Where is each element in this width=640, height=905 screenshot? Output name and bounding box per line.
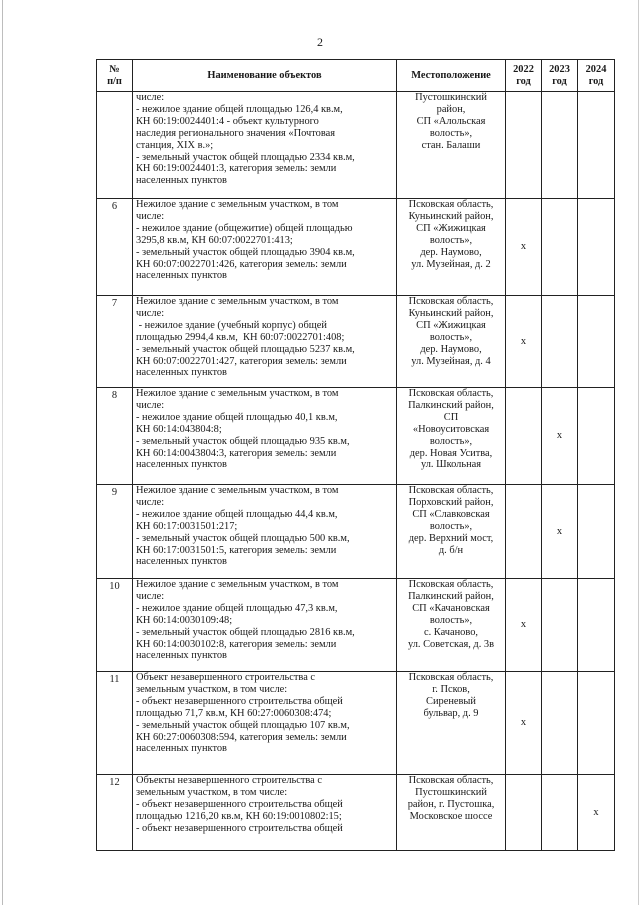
mark-2024 [578, 92, 615, 199]
table-row [97, 296, 615, 388]
object-name-line: КН 60:14:0030102:8, категория земель: земли [136, 638, 337, 650]
object-name-cell [133, 579, 397, 672]
mark-2023: x [542, 388, 578, 485]
object-name-line: - земельный участок общей площадью 2334 кв.м, [136, 151, 355, 163]
location-line: стан. Балаши [421, 139, 481, 151]
object-name-line: Объекты незавершенного строительства с [136, 775, 322, 786]
location-line: ул. Музейная, д. 2 [411, 258, 491, 270]
object-name-line: КН 60:14:043804:8; [136, 423, 222, 435]
location-line: волость», [429, 331, 473, 343]
object-name-line: числе: [136, 307, 165, 319]
object-name-line: площадью 71,7 кв.м, КН 60:27:0060308:474; [136, 707, 332, 719]
location-line: Московское шоссе [409, 810, 493, 822]
object-name-line: - нежилое здание общей площадью 40,1 кв.м, [136, 411, 338, 423]
location-line: волость», [429, 520, 473, 532]
row-number: 9 [97, 485, 133, 579]
row-number: 11 [97, 672, 133, 775]
location-line: СП [443, 411, 459, 423]
location-line: ул. Школьная [420, 459, 482, 471]
location-line: Палкинский район, [408, 399, 494, 411]
location-line: Псковская область, [408, 579, 494, 590]
mark-2022 [506, 485, 542, 579]
mark-2022: x [506, 199, 542, 296]
location-line: Куньинский район, [408, 307, 494, 319]
location-line: Палкинский район, [408, 590, 494, 602]
location-line: район, [436, 103, 466, 115]
location-line: д. б/н [438, 544, 464, 556]
object-name-line: - земельный участок общей площадью 500 кв.м, [136, 532, 350, 544]
object-name-line: населенных пунктов [136, 367, 227, 379]
object-name-line: КН 60:27:0060308:594, категория земель: земли [136, 731, 347, 743]
object-name-line: КН 60:07:0022701:427, категория земель: земли [136, 355, 347, 367]
location-line: бульвар, д. 9 [423, 707, 479, 719]
table-row [97, 579, 615, 672]
scan-right-edge [638, 0, 639, 905]
location-line: Пустошкинский [415, 786, 487, 798]
mark-2024 [578, 296, 615, 388]
location-line: СП «Алольская [416, 115, 486, 127]
header-location: Местоположение [397, 60, 506, 92]
object-name-line: - объект незавершенного строительства общей [136, 822, 343, 834]
object-name-line: населенных пунктов [136, 743, 227, 755]
location-line: СП «Качановская [412, 602, 490, 614]
mark-2023 [542, 199, 578, 296]
mark-2022: x [506, 672, 542, 775]
object-name-line: - нежилое здание общей площадью 44,4 кв.м, [136, 508, 338, 520]
location-line: СП «Жижицкая [416, 319, 486, 331]
object-name-line: КН 60:07:0022701:426, категория земель: земли [136, 258, 347, 270]
object-name-line: наследия регионального значения «Почтовая [136, 127, 336, 139]
object-name-line: населенных пунктов [136, 270, 227, 282]
mark-2023: x [542, 485, 578, 579]
row-number: 10 [97, 579, 133, 672]
location-line: Псковская область, [408, 485, 494, 496]
row-number: 6 [97, 199, 133, 296]
location-line: ул. Советская, д. 3в [407, 638, 495, 650]
scan-left-edge [2, 0, 3, 905]
location-line: Псковская область, [408, 388, 494, 399]
header-name: Наименование объектов [133, 60, 397, 92]
mark-2023 [542, 296, 578, 388]
object-name-line: - нежилое здание общей площадью 47,3 кв.м, [136, 602, 338, 614]
object-name-line: - земельный участок общей площадью 5237 кв.м, [136, 343, 355, 355]
mark-2023 [542, 92, 578, 199]
object-name-line: - нежилое здание общей площадью 126,4 кв.м, [136, 103, 343, 115]
object-name-line: КН 60:17:0031501:5, категория земель: земли [136, 544, 337, 556]
location-line: Куньинский район, [408, 210, 494, 222]
object-name-line: Нежилое здание с земельным участком, в том [136, 199, 339, 210]
location-line: Пустошкинский [415, 92, 487, 103]
location-cell [397, 296, 506, 388]
mark-2022: x [506, 296, 542, 388]
mark-2024: x [578, 775, 615, 851]
mark-2023 [542, 579, 578, 672]
object-name-line: КН 60:14:0043804:3, категория земель: земли [136, 447, 337, 459]
object-name-line: Нежилое здание с земельным участком, в том [136, 579, 339, 590]
row-number [97, 92, 133, 199]
location-line: волость», [429, 614, 473, 626]
object-name-line: - земельный участок общей площадью 2816 кв.м, [136, 626, 355, 638]
object-name-line: КН 60:19:0024401:4 - объект культурного [136, 115, 319, 127]
object-name-line: числе: [136, 210, 165, 222]
table-row [97, 388, 615, 485]
object-name-line: Нежилое здание с земельным участком, в том [136, 485, 339, 496]
location-cell [397, 485, 506, 579]
object-name-line: числе: [136, 496, 165, 508]
mark-2022: x [506, 579, 542, 672]
object-name-line: - нежилое здание (общежитие) общей площадью [136, 222, 353, 234]
object-name-line: КН 60:14:0030109:48; [136, 614, 233, 626]
object-name-line: Объект незавершенного строительства с [136, 672, 316, 683]
table-header-row [97, 60, 615, 92]
object-name-line: площадью 2994,4 кв.м, КН 60:07:0022701:408; [136, 331, 345, 343]
location-line: с. Качаново, [423, 626, 479, 638]
row-number: 12 [97, 775, 133, 851]
location-line: г. Псков, [432, 683, 470, 695]
object-name-line: - земельный участок общей площадью 107 кв.м, [136, 719, 350, 731]
objects-table [96, 59, 615, 851]
object-name-cell [133, 775, 397, 851]
mark-2024 [578, 579, 615, 672]
object-name-line: - объект незавершенного строительства общей [136, 695, 343, 707]
object-name-line: - земельный участок общей площадью 935 кв.м, [136, 435, 350, 447]
object-name-line: площадью 1216,20 кв.м, КН 60:19:0010802:15; [136, 810, 342, 822]
object-name-cell [133, 92, 397, 199]
location-line: СП «Славковская [412, 508, 490, 520]
location-line: Псковская область, [408, 775, 494, 786]
object-name-line: населенных пунктов [136, 459, 227, 471]
object-name-cell [133, 296, 397, 388]
object-name-cell [133, 388, 397, 485]
location-line: дер. Наумово, [420, 246, 482, 258]
location-cell [397, 388, 506, 485]
object-name-line: земельным участком, в том числе: [136, 786, 288, 798]
object-name-line: - земельный участок общей площадью 3904 кв.м, [136, 246, 355, 258]
mark-2024 [578, 485, 615, 579]
object-name-line: населенных пунктов [136, 556, 227, 568]
location-line: Псковская область, [408, 296, 494, 307]
object-name-line: - нежилое здание (учебный корпус) общей [136, 319, 327, 331]
table-row [97, 485, 615, 579]
header-year-2022: 2022 год [506, 60, 542, 92]
object-name-line: - объект незавершенного строительства общей [136, 798, 343, 810]
row-number: 7 [97, 296, 133, 388]
location-line: дер. Верхний мост, [408, 532, 494, 544]
object-name-line: КН 60:17:0031501:217; [136, 520, 238, 532]
location-line: волость», [429, 234, 473, 246]
location-line: дер. Новая Уситва, [409, 447, 493, 459]
object-name-line: населенных пунктов [136, 650, 227, 662]
location-cell [397, 672, 506, 775]
mark-2022 [506, 775, 542, 851]
object-name-line: населенных пунктов [136, 175, 227, 187]
header-year-2023: 2023 год [542, 60, 578, 92]
location-line: волость», [429, 127, 473, 139]
location-line: Псковская область, [408, 672, 494, 683]
object-name-line: числе: [136, 399, 165, 411]
table-row [97, 775, 615, 851]
location-line: «Новоуситовская [412, 423, 490, 435]
table-row [97, 672, 615, 775]
page-number: 2 [317, 35, 323, 49]
object-name-cell [133, 672, 397, 775]
mark-2023 [542, 775, 578, 851]
location-line: Порховский район, [408, 496, 494, 508]
mark-2024 [578, 388, 615, 485]
location-line: Псковская область, [408, 199, 494, 210]
mark-2022 [506, 388, 542, 485]
header-num: № п/п [97, 60, 133, 92]
table-row [97, 199, 615, 296]
object-name-line: станция, XIX в.»; [136, 139, 214, 151]
table-row [97, 92, 615, 199]
mark-2024 [578, 672, 615, 775]
object-name-line: земельным участком, в том числе: [136, 683, 288, 695]
location-cell [397, 199, 506, 296]
header-year-2024: 2024 год [578, 60, 615, 92]
object-name-line: 3295,8 кв.м, КН 60:07:0022701:413; [136, 234, 293, 246]
location-line: СП «Жижицкая [416, 222, 486, 234]
location-line: район, г. Пустошка, [407, 798, 495, 810]
mark-2024 [578, 199, 615, 296]
location-line: Сиреневый [426, 695, 476, 707]
object-name-line: числе: [136, 92, 165, 103]
object-name-line: КН 60:19:0024401:3, категория земель: земли [136, 163, 337, 175]
location-line: дер. Наумово, [420, 343, 482, 355]
object-name-cell [133, 485, 397, 579]
row-number: 8 [97, 388, 133, 485]
object-name-line: Нежилое здание с земельным участком, в том [136, 388, 339, 399]
location-line: волость», [429, 435, 473, 447]
location-cell [397, 92, 506, 199]
location-cell [397, 579, 506, 672]
mark-2023 [542, 672, 578, 775]
location-line: ул. Музейная, д. 4 [411, 355, 491, 367]
object-name-cell [133, 199, 397, 296]
mark-2022 [506, 92, 542, 199]
object-name-line: Нежилое здание с земельным участком, в том [136, 296, 339, 307]
location-cell [397, 775, 506, 851]
object-name-line: числе: [136, 590, 165, 602]
